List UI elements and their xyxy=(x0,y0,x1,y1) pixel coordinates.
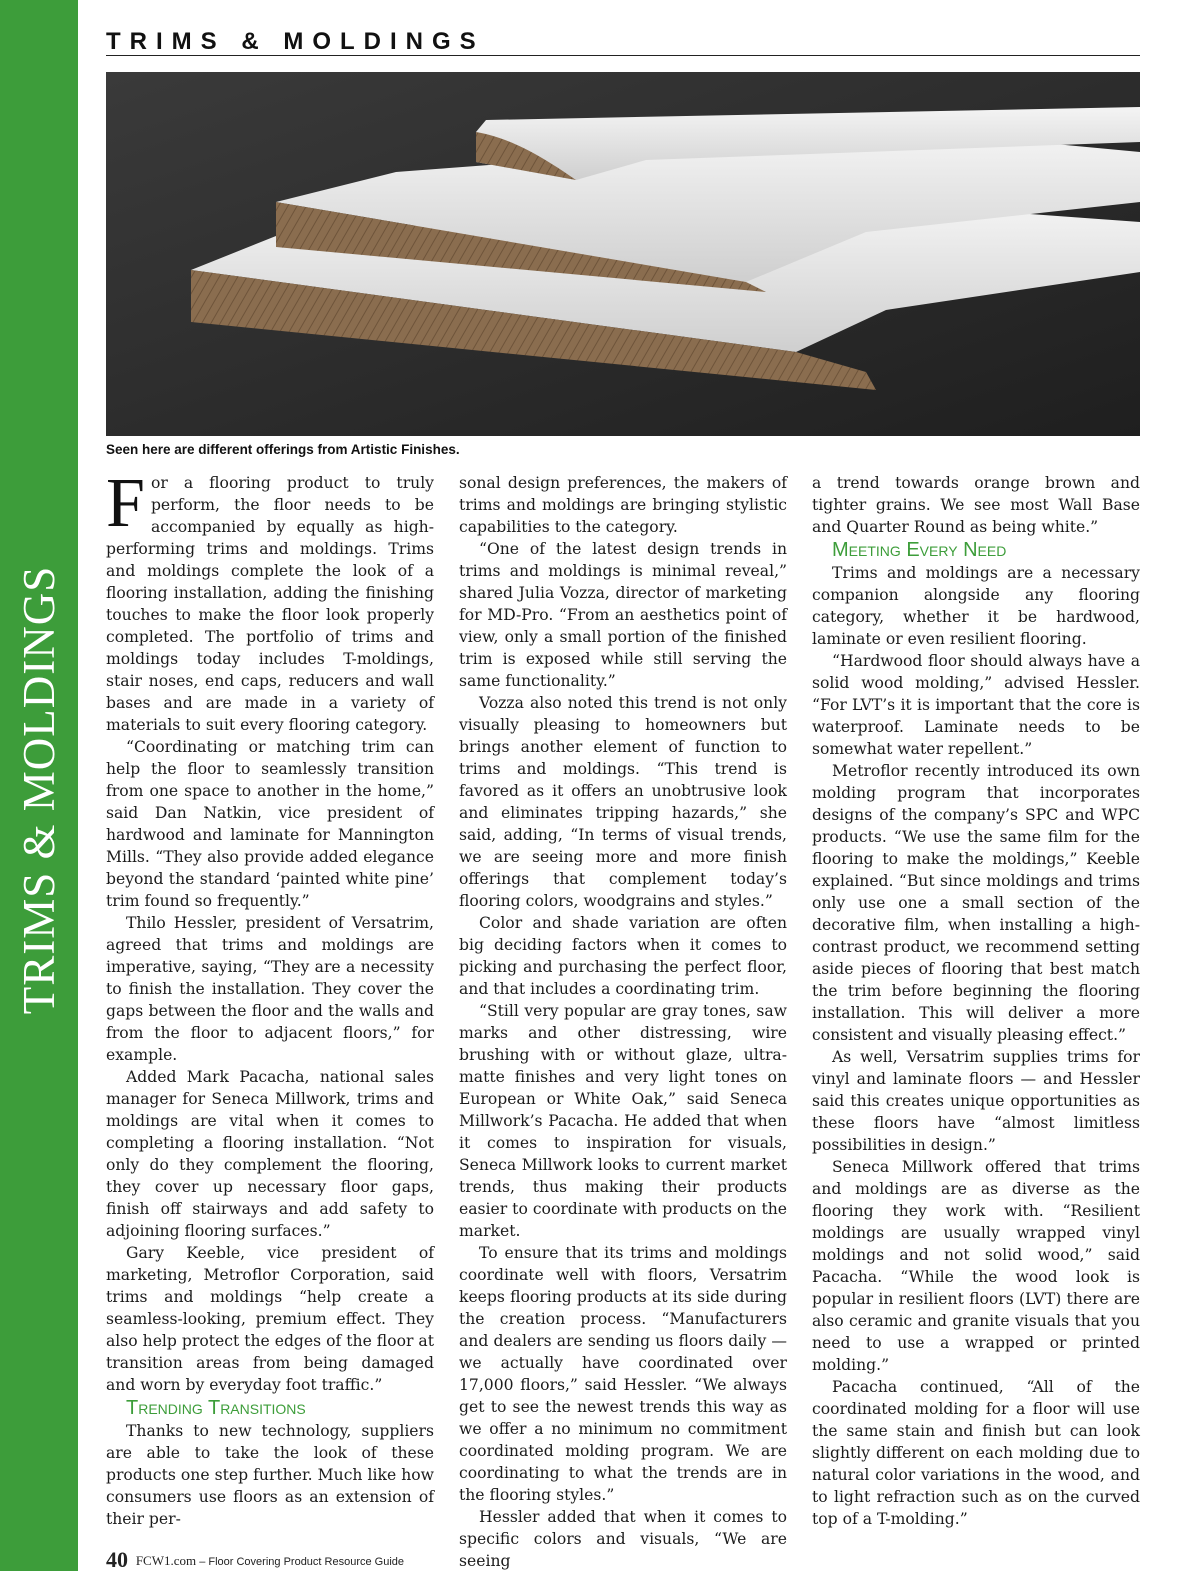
green-side-bar xyxy=(0,0,78,1571)
paragraph: To ensure that its trims and moldings coordinate well with floors, Versatrim keeps flooring products at its side during the creation process. “Manufacturers and dealers are sending us floors daily — we actually have coordinated over 17,000 floors,” said Hessler. “We always get to see the newest trends this way as we offer a no minimum no commitment coordinated molding program. We are coordinating to what the trends are in the flooring styles.” xyxy=(459,1244,787,1504)
paragraph: sonal design preferences, the makers of trims and moldings are bringing stylistic capabilities to the category. xyxy=(459,474,787,536)
paragraph: For a flooring product to truly perform, the floor needs to be accompanied by equally as high-performing trims and moldings. Trims and moldings complete the look of a flooring installation, adding the finishing touches to make the floor look properly completed. The portfolio of trims and moldings today includes T-moldings, stair noses, end caps, reducers and wall bases and are made in a variety of materials to suit every flooring category. xyxy=(106,465,434,734)
drop-cap: F xyxy=(106,465,145,542)
paragraph: Gary Keeble, vice president of marketing, Metroflor Corporation, said trims and moldings “help create a seamless-looking, premium effect. They also help protect the edges of the floor at transition areas from being damaged and worn by everyday foot traffic.” xyxy=(106,1244,434,1394)
footer-separator: – xyxy=(196,1556,209,1568)
subheading-trending-transitions: Trending Transitions xyxy=(126,1397,306,1419)
section-title: TRIMS & MOLDINGS xyxy=(106,28,485,55)
page-number: 40 xyxy=(106,1547,128,1572)
article-column-3 xyxy=(812,472,1140,1530)
footer-guide-title: Floor Covering Product Resource Guide xyxy=(208,1556,405,1568)
paragraph: Trims and moldings are a necessary companion alongside any flooring category, whether it be hardwood, laminate or even resilient flooring. xyxy=(812,564,1140,648)
section-header xyxy=(106,28,1140,56)
photo-caption: Seen here are different offerings from Artistic Finishes. xyxy=(106,442,460,457)
paragraph: Metroflor recently introduced its own molding program that incorporates designs of the company’s SPC and WPC products. “We use the same film for the flooring to make the moldings,” Keeble explained. “But since moldings and trims only use one a small section of the decorative film, when installing a high-contrast product, we recommend setting aside pieces of flooring that best match the trim before beginning the flooring installation. This will deliver a more consistent and visually pleasing effect.” xyxy=(812,762,1140,1044)
paragraph: “Still very popular are gray tones, saw marks and other distressing, wire brushing with or without glaze, ultra-matte finishes and very light tones on European or White Oak,” said Seneca Millwork’s Pacacha. He added that when it comes to inspiration for visuals, Seneca Millwork looks to current market trends, thus making their products easier to coordinate with products on the market. xyxy=(459,1002,787,1240)
paragraph: “Coordinating or matching trim can help the floor to seamlessly transition from one space to another in the home,” said Dan Natkin, vice president of hardwood and laminate for Mannington Mills. “They also provide added elegance beyond the standard ‘painted white pine’ trim found so frequently.” xyxy=(106,738,434,910)
molding-illustration xyxy=(106,72,1140,436)
paragraph: As well, Versatrim supplies trims for vinyl and laminate floors — and Hessler said this creates unique opportunities as these floors have “almost limitless possibilities in design.” xyxy=(812,1048,1140,1154)
page-footer xyxy=(106,1547,404,1573)
paragraph: Thilo Hessler, president of Versatrim, agreed that trims and moldings are imperative, saying, “They are a necessity to finish the installation. They cover the gaps between the floor and the walls and from the floor to adjacent floors,” for example. xyxy=(106,914,434,1064)
side-section-title: TRIMS & MOLDINGS xyxy=(14,565,64,1015)
footer-site: FCW1.com xyxy=(135,1553,197,1568)
paragraph: Color and shade variation are often big deciding factors when it comes to picking and purchasing the perfect floor, and that includes a coordinating trim. xyxy=(459,914,787,998)
paragraph: “Hardwood floor should always have a solid wood molding,” advised Hessler. “For LVT’s it is important that the core is waterproof. Laminate needs to be somewhat water repellent.” xyxy=(812,652,1140,758)
paragraph: Hessler added that when it comes to specific colors and visuals, “We are seeing xyxy=(459,1508,787,1570)
paragraph: “One of the latest design trends in trims and moldings is minimal reveal,” shared Julia Vozza, director of marketing for MD-Pro. “From an aesthetics point of view, only a small portion of the finished trim is exposed while still serving the same functionality.” xyxy=(459,540,787,690)
paragraph: Thanks to new technology, suppliers are able to take the look of these products one step further. Much like how consumers use floors as an extension of their per- xyxy=(106,1422,434,1528)
paragraph: Pacacha continued, “All of the coordinated molding for a floor will use the same stain and finish but can look slightly different on each molding due to natural color variations in the wood, and to light refraction such as on the curved top of a T-molding.” xyxy=(812,1378,1140,1528)
article-column-2 xyxy=(459,472,787,1572)
paragraph: Added Mark Pacacha, national sales manager for Seneca Millwork, trims and moldings are vital when it comes to completing a flooring installation. “Not only do they complement the flooring, they cover up necessary floor gaps, finish off stairways and add safety to adjoining flooring surfaces.” xyxy=(106,1068,434,1240)
paragraph: Vozza also noted this trend is not only visually pleasing to homeowners but brings another element of function to trims and moldings. “This trend is favored as it offers an unobtrusive look and eliminates tripping hazards,” she said, adding, “In terms of visual trends, we are seeing more and more finish offerings that complement today’s flooring colors, woodgrains and styles.” xyxy=(459,694,787,910)
molding-photo xyxy=(106,72,1140,436)
article-column-1 xyxy=(106,465,434,1530)
subheading-meeting-every-need: Meeting Every Need xyxy=(832,539,1007,561)
paragraph: Seneca Millwork offered that trims and moldings are as diverse as the flooring they work with. “Resilient moldings are usually wrapped vinyl moldings and not solid wood,” said Pacacha. “While the wood look is popular in resilient floors (LVT) there are also ceramic and granite visuals that you need to use a wrapped or printed molding.” xyxy=(812,1158,1140,1374)
paragraph: a trend towards orange brown and tighter grains. We see most Wall Base and Quarter Round as being white.” xyxy=(812,474,1140,536)
